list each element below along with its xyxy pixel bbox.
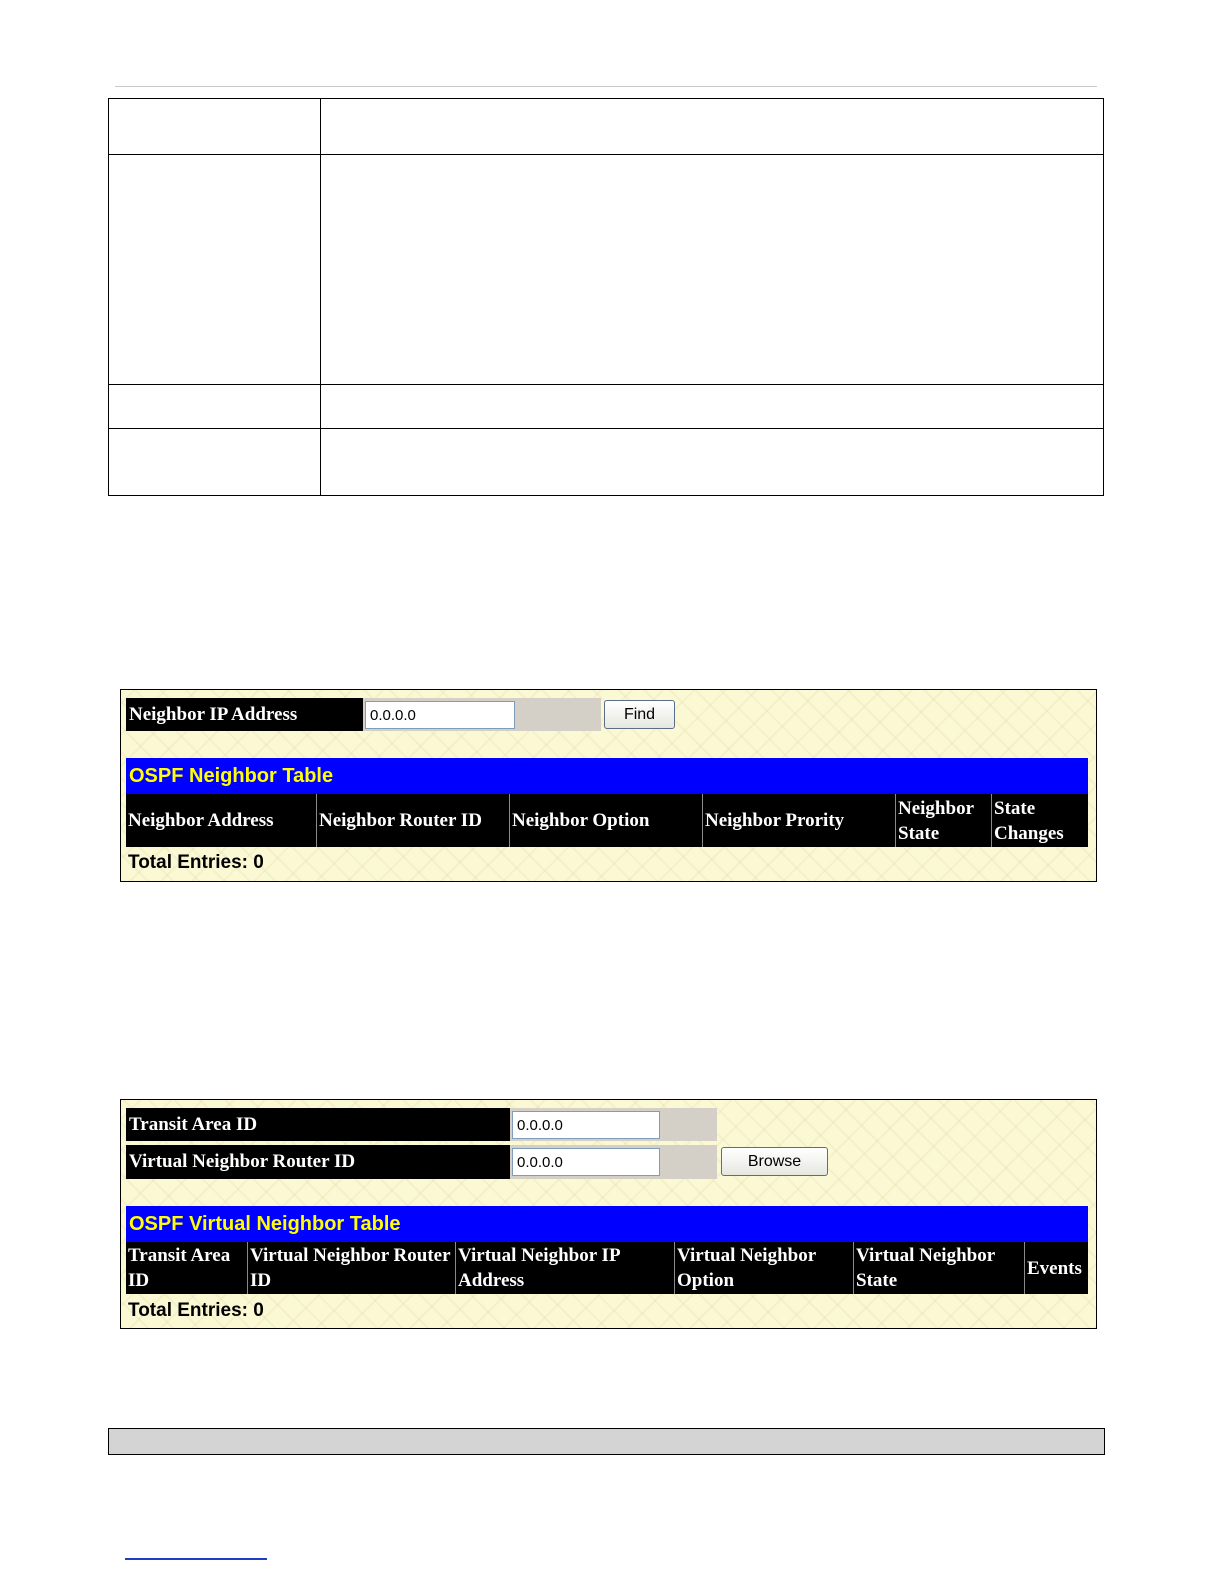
neighbor-ip-input[interactable]: [365, 701, 515, 729]
column-header-virtual-neighbor-router-id: Virtual Neighbor Router ID: [248, 1242, 456, 1294]
table-cell: [321, 99, 1104, 155]
table-cell: [321, 155, 1104, 385]
virtual-neighbor-router-id-label: Virtual Neighbor Router ID: [126, 1145, 510, 1179]
virtual-neighbor-table-header: [126, 1242, 1088, 1294]
table-cell: [321, 385, 1104, 429]
section-bar: [108, 1428, 1105, 1455]
table-row: [109, 429, 1104, 496]
column-header-neighbor-option: Neighbor Option: [510, 794, 703, 847]
column-header-transit-area-id: Transit Area ID: [126, 1242, 248, 1294]
neighbor-table-header: [126, 794, 1088, 847]
virtual-neighbor-total-entries: Total Entries: 0: [128, 1300, 264, 1321]
column-header-events: Events: [1025, 1242, 1088, 1294]
column-header-virtual-neighbor-option: Virtual Neighbor Option: [675, 1242, 854, 1294]
virtual-neighbor-router-id-input[interactable]: [512, 1148, 660, 1176]
column-header-virtual-neighbor-state: Virtual Neighbor State: [854, 1242, 1025, 1294]
virtual-neighbor-table-title: OSPF Virtual Neighbor Table: [126, 1206, 1088, 1242]
table-row: [109, 99, 1104, 155]
find-button[interactable]: Find: [604, 700, 675, 729]
table-cell: [109, 385, 321, 429]
neighbor-ip-label: Neighbor IP Address: [126, 698, 363, 731]
table-row: [109, 155, 1104, 385]
column-header-virtual-neighbor-ip-address: Virtual Neighbor IP Address: [456, 1242, 675, 1294]
transit-area-id-input[interactable]: [512, 1111, 660, 1139]
column-header-neighbor-priority: Neighbor Prority: [703, 794, 896, 847]
column-header-neighbor-address: Neighbor Address: [126, 794, 317, 847]
browse-button[interactable]: Browse: [721, 1147, 828, 1176]
transit-area-id-label: Transit Area ID: [126, 1108, 510, 1141]
ospf-neighbor-panel: [120, 689, 1097, 882]
column-header-neighbor-state: Neighbor State: [896, 794, 992, 847]
column-header-state-changes: State Changes: [992, 794, 1088, 847]
table-cell: [109, 429, 321, 496]
column-header-neighbor-router-id: Neighbor Router ID: [317, 794, 510, 847]
ospf-virtual-neighbor-panel: [120, 1099, 1097, 1329]
table-cell: [321, 429, 1104, 496]
table-row: [109, 385, 1104, 429]
table-cell: [109, 99, 321, 155]
description-table: [108, 98, 1104, 496]
neighbor-table-title: OSPF Neighbor Table: [126, 758, 1088, 794]
header-rule: [115, 86, 1097, 87]
footer-link-underline: [125, 1558, 267, 1560]
neighbor-total-entries: Total Entries: 0: [128, 852, 264, 873]
table-cell: [109, 155, 321, 385]
